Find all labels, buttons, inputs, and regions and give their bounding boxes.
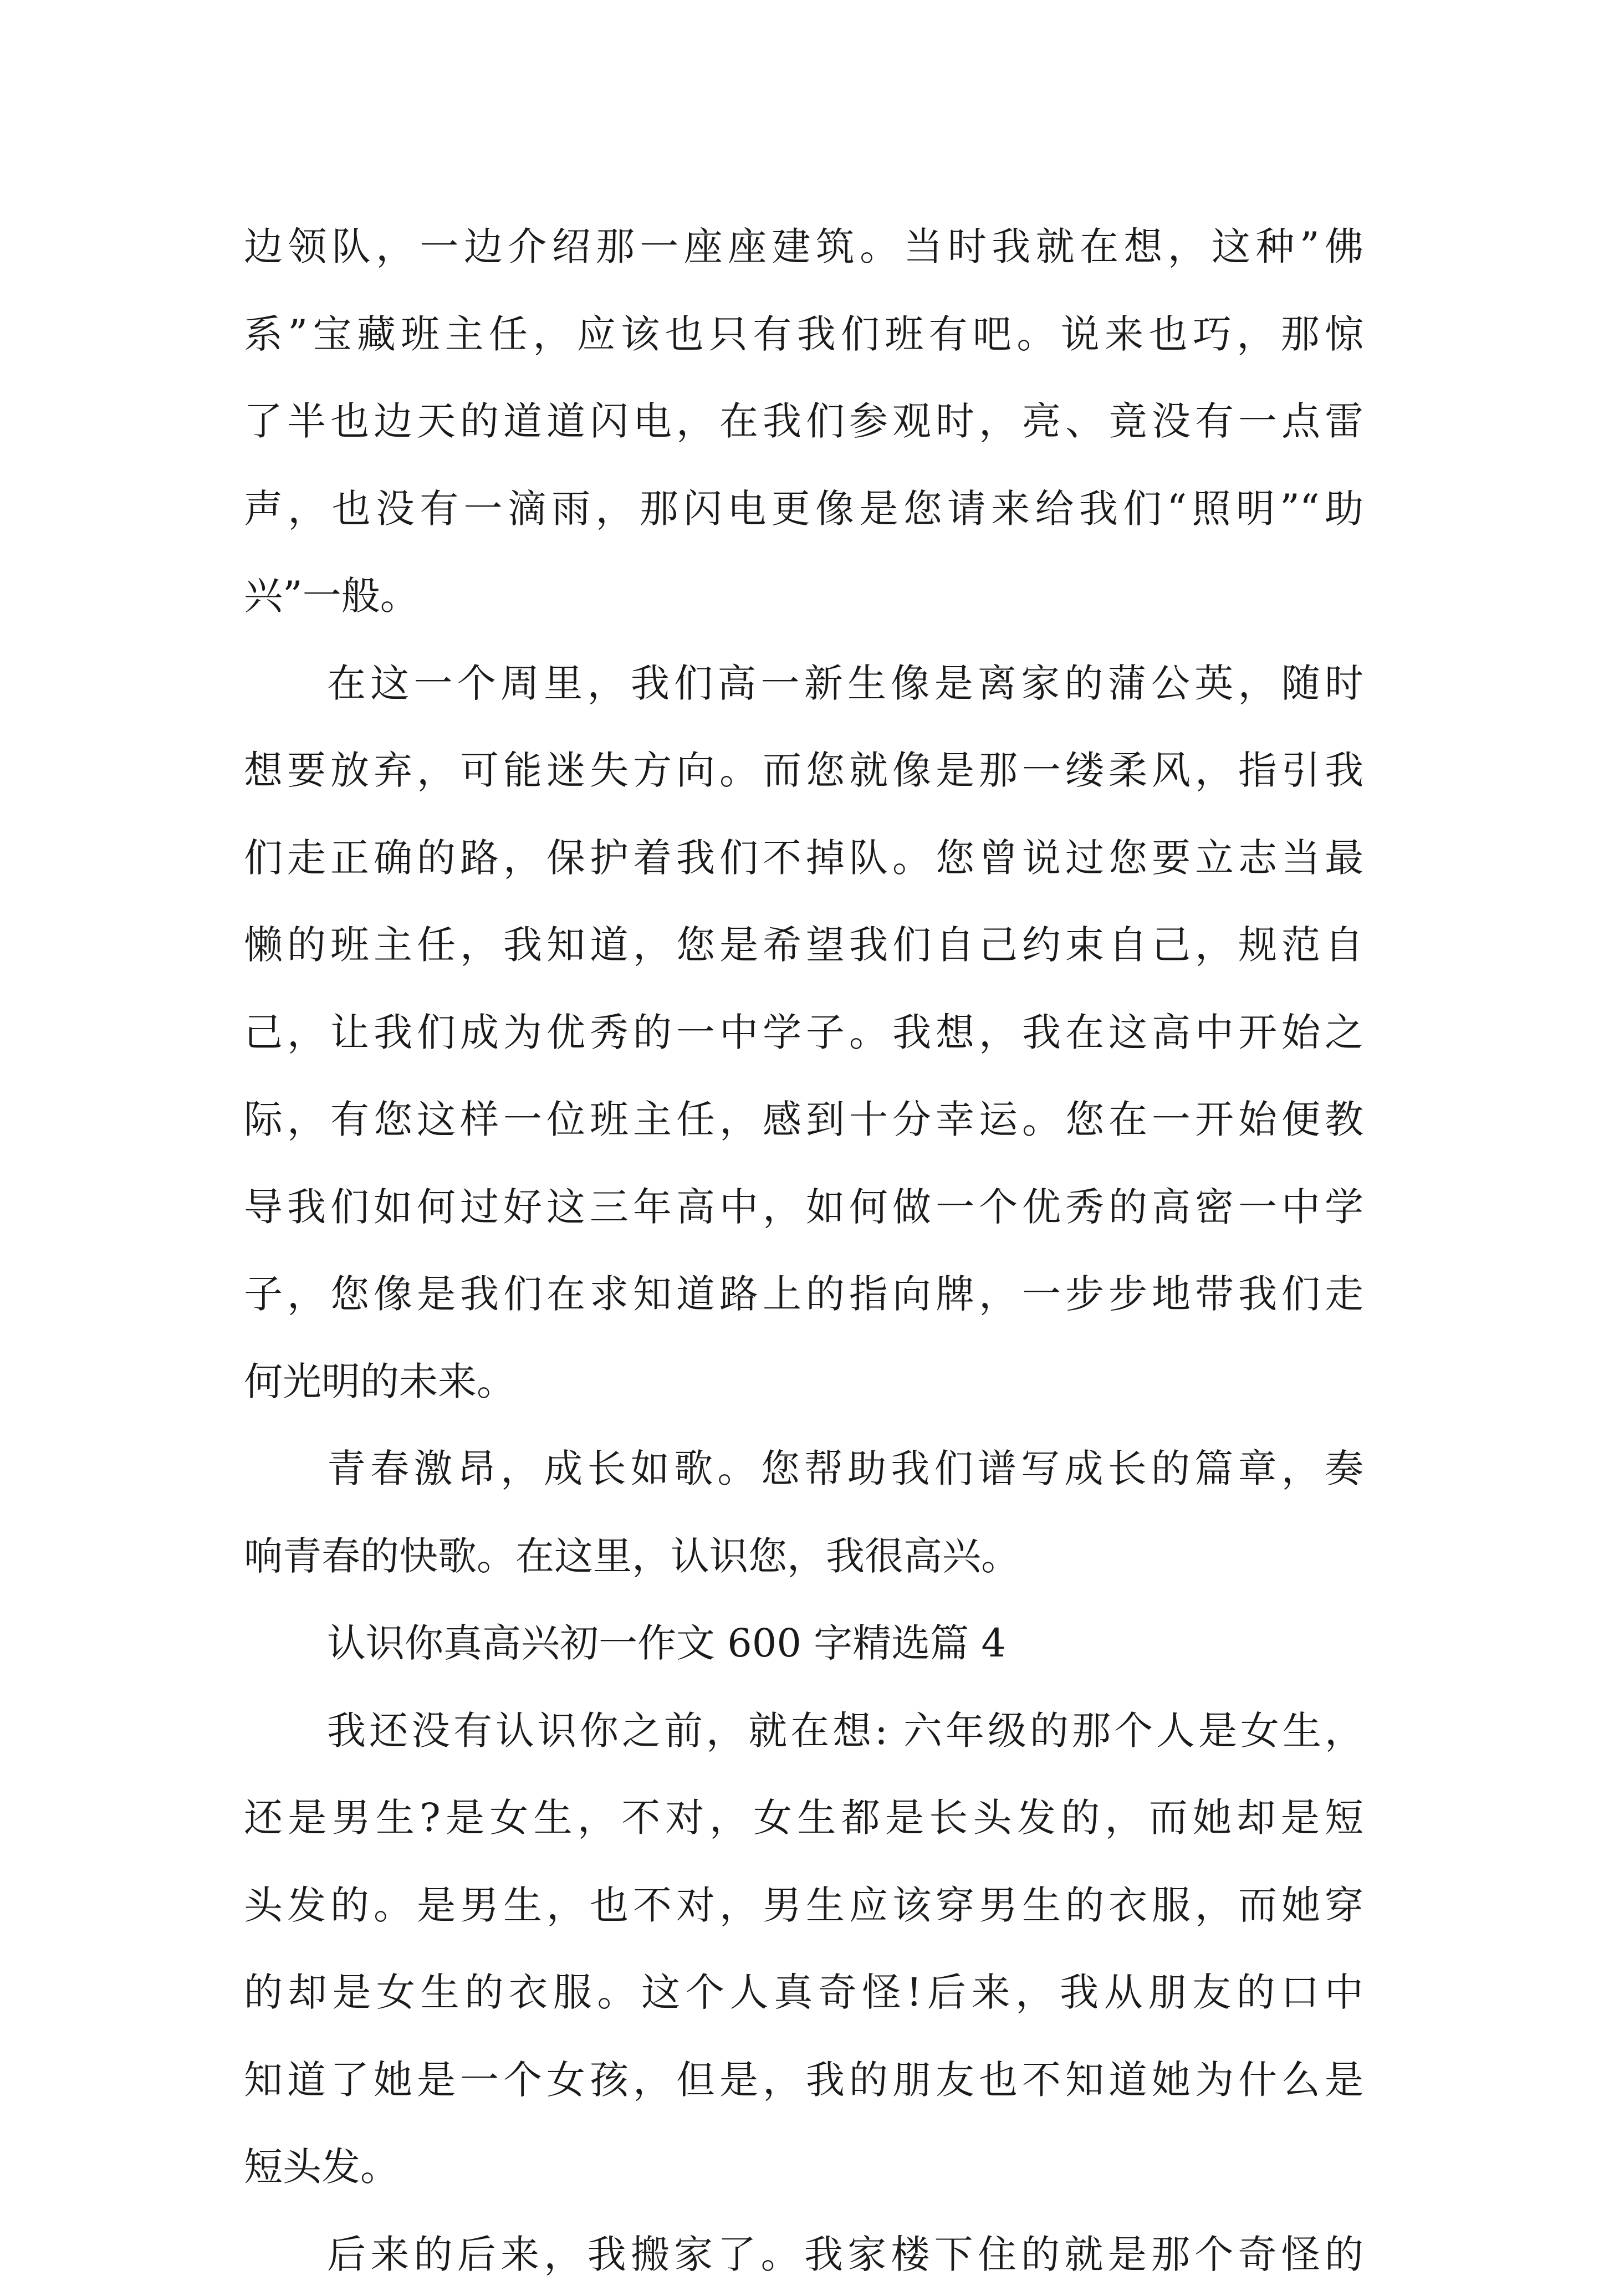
text-line: 的却是女生的衣服。这个人真奇怪!后来，我从朋友的口中 — [244, 1970, 1363, 2015]
text-line: 响青春的快歌。在这里，认识您，我很高兴。 — [244, 1533, 1020, 1579]
text-line: 系”宝藏班主任，应该也只有我们班有吧。说来也巧，那惊 — [244, 311, 1363, 357]
text-line: 子，您像是我们在求知道路上的指向牌，一步步地带我们走 — [244, 1271, 1363, 1317]
text-line: 何光明的未来。 — [244, 1358, 515, 1404]
text-line: 己，让我们成为优秀的一中学子。我想，我在这高中开始之 — [244, 1009, 1363, 1055]
text-line: 头发的。是男生，也不对，男生应该穿男生的衣服，而她穿 — [244, 1882, 1363, 1928]
text-line: 还是男生?是女生，不对，女生都是长头发的，而她却是短 — [244, 1795, 1363, 1840]
text-line: 短头发。 — [244, 2144, 399, 2190]
text-line: 边领队，一边介绍那一座座建筑。当时我就在想，这种”佛 — [244, 224, 1363, 269]
text-line: 声，也没有一滴雨，那闪电更像是您请来给我们“照明”“助 — [244, 485, 1363, 531]
text-line: 想要放弃，可能迷失方向。而您就像是那一缕柔风，指引我 — [244, 748, 1363, 793]
text-line: 际，有您这样一位班主任，感到十分幸运。您在一开始便教 — [244, 1097, 1363, 1142]
text-line: 认识你真高兴初一作文 600 字精选篇 4 — [327, 1620, 1006, 1666]
text-line: 我还没有认识你之前，就在想: 六年级的那个人是女生， — [327, 1707, 1363, 1753]
text-line: 后来的后来，我搬家了。我家楼下住的就是那个奇怪的 — [327, 2231, 1363, 2277]
text-line: 导我们如何过好这三年高中，如何做一个优秀的高密一中学 — [244, 1184, 1363, 1230]
text-line: 们走正确的路，保护着我们不掉队。您曾说过您要立志当最 — [244, 835, 1363, 881]
text-line: 在这一个周里，我们高一新生像是离家的蒲公英，随时 — [327, 660, 1363, 706]
text-line: 了半也边天的道道闪电，在我们参观时，亮、竟没有一点雷 — [244, 398, 1363, 444]
text-line: 青春激昂，成长如歌。您帮助我们谱写成长的篇章，奏 — [327, 1446, 1363, 1491]
text-line: 兴”一般。 — [244, 573, 419, 618]
text-line: 知道了她是一个女孩，但是，我的朋友也不知道她为什么是 — [244, 2057, 1363, 2103]
text-line: 懒的班主任，我知道，您是希望我们自己约束自己，规范自 — [244, 922, 1363, 968]
